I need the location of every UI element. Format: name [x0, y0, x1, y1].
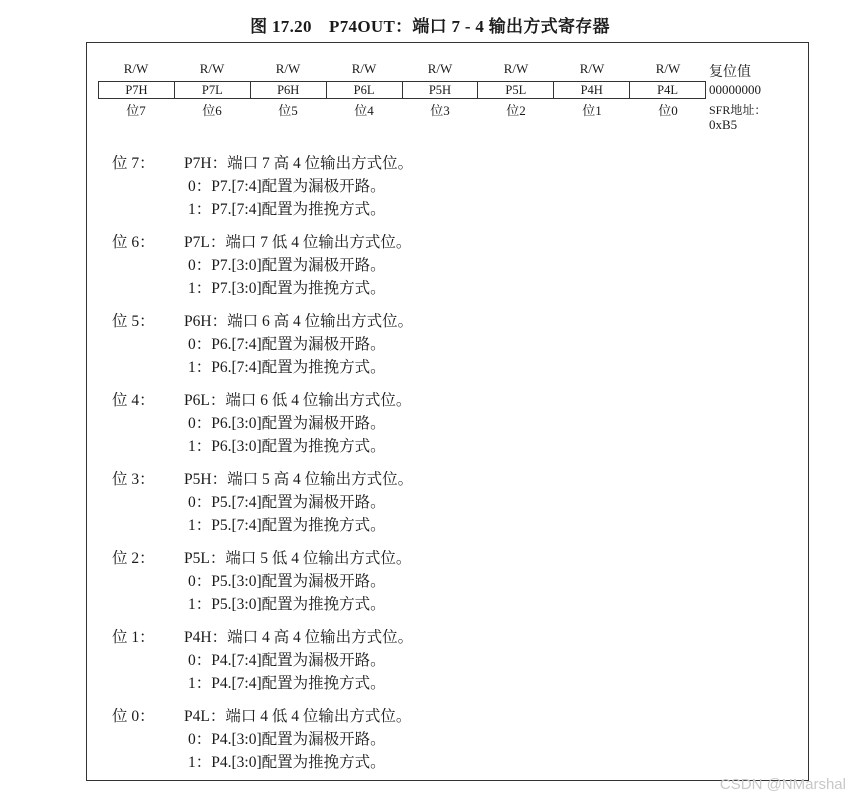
watermark: CSDN @NMarshal	[719, 776, 846, 793]
bit-position: 位2	[506, 103, 526, 118]
reset-value: 00000000	[709, 82, 761, 97]
bit-position: 位3	[430, 103, 450, 118]
access-label: R/W	[275, 61, 301, 76]
bit-number: 位 6：	[112, 234, 155, 251]
bit-summary: P6H：端口 6 高 4 位输出方式位。	[184, 313, 414, 330]
bit-cell: P7H	[99, 82, 175, 98]
bit-cell: P6L	[327, 82, 403, 98]
bit-summary: P6L：端口 6 低 4 位输出方式位。	[184, 392, 412, 409]
access-label: R/W	[351, 61, 377, 76]
bit-number: 位 1：	[112, 629, 155, 646]
register-bit-table	[98, 81, 706, 99]
option-0: 0：P6.[7:4]配置为漏极开路。	[188, 336, 386, 353]
access-label: R/W	[199, 61, 225, 76]
bit-summary: P7L：端口 7 低 4 位输出方式位。	[184, 234, 412, 251]
access-label: R/W	[503, 61, 529, 76]
bit-number: 位 3：	[112, 471, 155, 488]
option-0: 0：P6.[3:0]配置为漏极开路。	[188, 415, 386, 432]
bit-summary: P4H：端口 4 高 4 位输出方式位。	[184, 629, 414, 646]
bit-position: 位0	[658, 103, 678, 118]
option-1: 1：P7.[7:4]配置为推挽方式。	[188, 201, 386, 218]
bit-number: 位 5：	[112, 313, 155, 330]
option-0: 0：P4.[3:0]配置为漏极开路。	[188, 731, 386, 748]
option-0: 0：P7.[7:4]配置为漏极开路。	[188, 178, 386, 195]
access-label: R/W	[655, 61, 681, 76]
bit-position: 位5	[278, 103, 298, 118]
sfr-label: SFR地址：	[709, 103, 767, 117]
access-label: R/W	[123, 61, 149, 76]
option-0: 0：P5.[3:0]配置为漏极开路。	[188, 573, 386, 590]
option-1: 1：P4.[7:4]配置为推挽方式。	[188, 675, 386, 692]
figure-title: 图 17.20 P74OUT：端口 7 - 4 输出方式寄存器	[250, 17, 610, 36]
bit-number: 位 0：	[112, 708, 155, 725]
bit-position: 位7	[126, 103, 146, 118]
option-1: 1：P6.[7:4]配置为推挽方式。	[188, 359, 386, 376]
bit-cell: P7L	[175, 82, 251, 98]
bit-summary: P5H：端口 5 高 4 位输出方式位。	[184, 471, 414, 488]
option-0: 0：P5.[7:4]配置为漏极开路。	[188, 494, 386, 511]
option-0: 0：P7.[3:0]配置为漏极开路。	[188, 257, 386, 274]
bit-number: 位 4：	[112, 392, 155, 409]
bit-number: 位 2：	[112, 550, 155, 567]
option-1: 1：P5.[7:4]配置为推挽方式。	[188, 517, 386, 534]
sfr-address: 0xB5	[709, 117, 738, 132]
bit-cell: P5H	[403, 82, 479, 98]
reset-label: 复位值	[709, 65, 751, 80]
bit-position: 位6	[202, 103, 222, 118]
access-label: R/W	[579, 61, 605, 76]
bit-cell: P4L	[657, 83, 678, 97]
bit-summary: P7H：端口 7 高 4 位输出方式位。	[184, 155, 414, 172]
option-1: 1：P6.[3:0]配置为推挽方式。	[188, 438, 386, 455]
bit-number: 位 7：	[112, 155, 155, 172]
bit-position: 位1	[582, 103, 602, 118]
option-0: 0：P4.[7:4]配置为漏极开路。	[188, 652, 386, 669]
bit-position: 位4	[354, 103, 374, 118]
bit-summary: P5L：端口 5 低 4 位输出方式位。	[184, 550, 412, 567]
option-1: 1：P5.[3:0]配置为推挽方式。	[188, 596, 386, 613]
bit-cell: P6H	[251, 82, 327, 98]
option-1: 1：P7.[3:0]配置为推挽方式。	[188, 280, 386, 297]
bit-cell: P4H	[554, 82, 630, 98]
bit-cell: P5L	[478, 82, 554, 98]
bit-summary: P4L：端口 4 低 4 位输出方式位。	[184, 708, 412, 725]
option-1: 1：P4.[3:0]配置为推挽方式。	[188, 754, 386, 771]
access-label: R/W	[427, 61, 453, 76]
